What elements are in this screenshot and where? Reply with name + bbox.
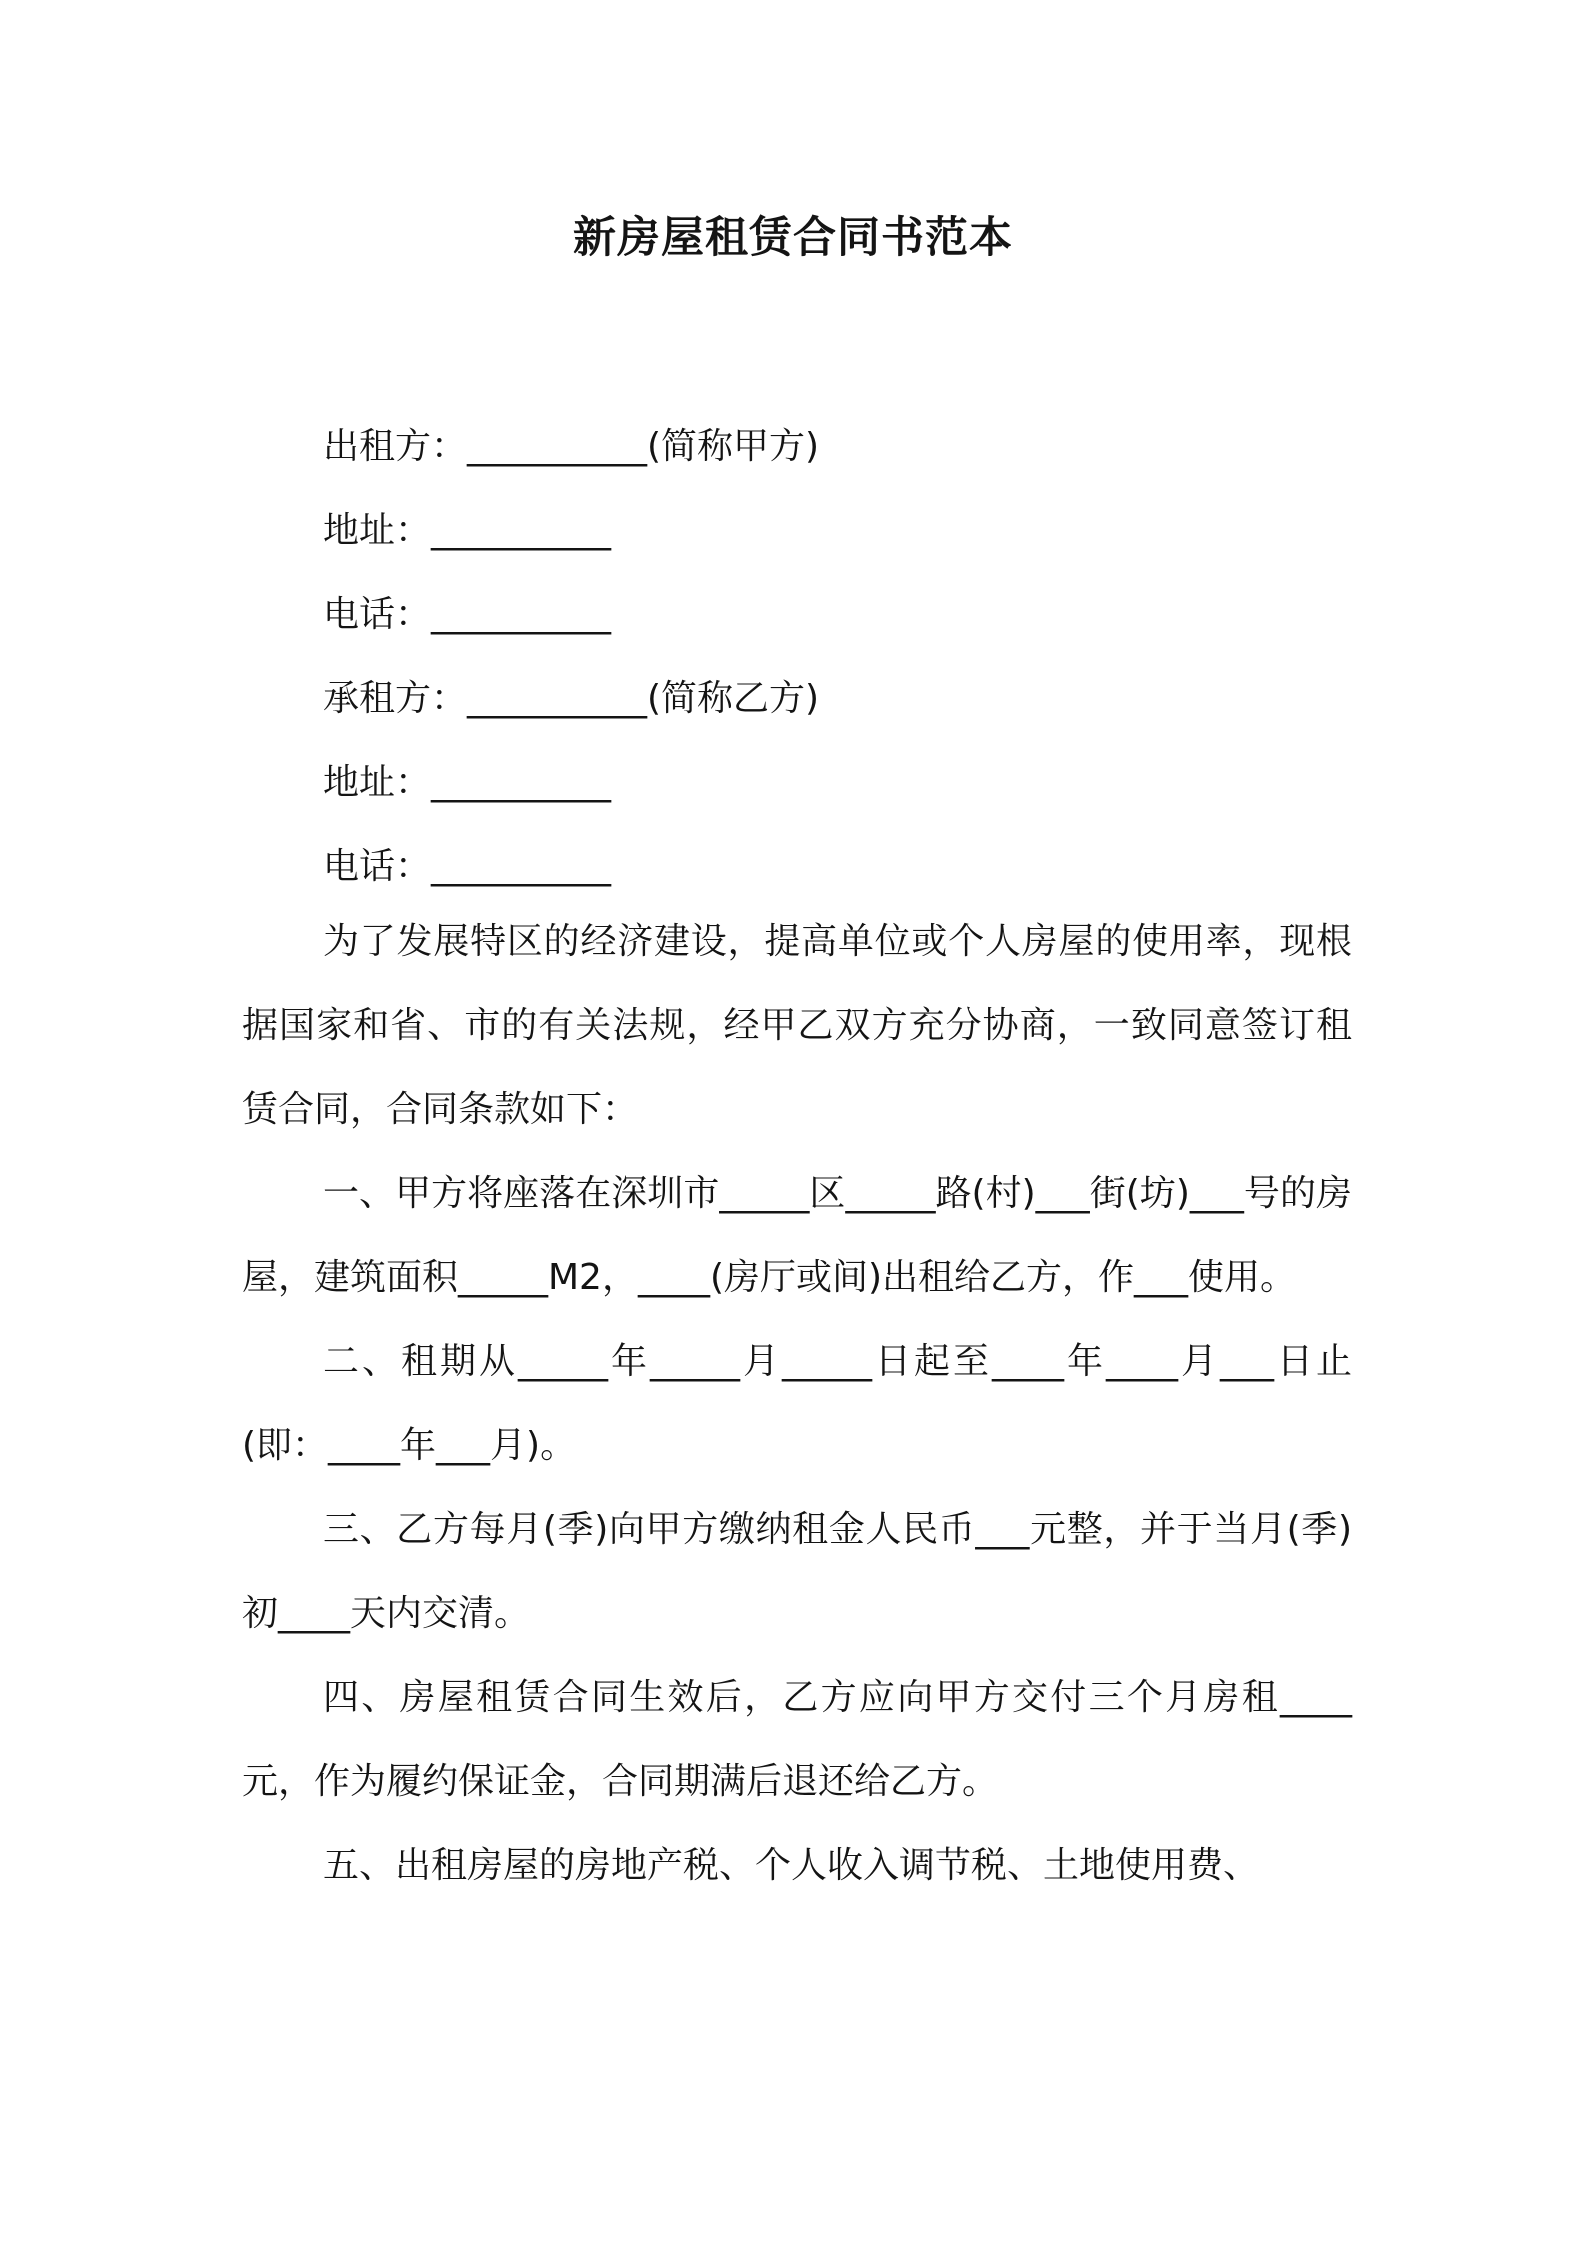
lessor-phone-line: 电话：__________ [323,594,612,635]
lessee-address-line: 地址：__________ [323,762,612,803]
preamble-paragraph: 为了发展特区的经济建设，提高单位或个人房屋的使用率，现根据国家和省、市的有关法规，经甲乙双方充分协商，一致同意签订租赁合同，合同条款如下： [242,921,1352,1130]
document-title: 新房屋租赁合同书范本 [573,213,1013,263]
lessor-line: 出租方：__________(简称甲方) [323,426,820,467]
clause-2-paragraph: 二、租期从_____年_____月_____日起至____年____月___日止(即：____年___月)。 [242,1341,1352,1466]
contract-body [242,900,1352,1908]
clause-4-paragraph: 四、房屋租赁合同生效后，乙方应向甲方交付三个月房租____元，作为履约保证金，合同期满后退还给乙方。 [242,1677,1352,1802]
lessee-line: 承租方：__________(简称乙方) [323,678,820,719]
clause-5-paragraph: 五、出租房屋的房地产税、个人收入调节税、土地使用费、 [323,1845,1260,1886]
lessee-phone-line: 电话：__________ [323,846,612,887]
lessor-address-line: 地址：__________ [323,510,612,551]
clause-1-paragraph: 一、甲方将座落在深圳市_____区_____路(村)___街(坊)___号的房屋，建筑面积_____M2，____(房厅或间)出租给乙方，作___使用。 [242,1173,1352,1298]
clause-3-paragraph: 三、乙方每月(季)向甲方缴纳租金人民币___元整，并于当月(季)初____天内交清。 [242,1509,1352,1634]
party-info-block [323,405,1423,909]
